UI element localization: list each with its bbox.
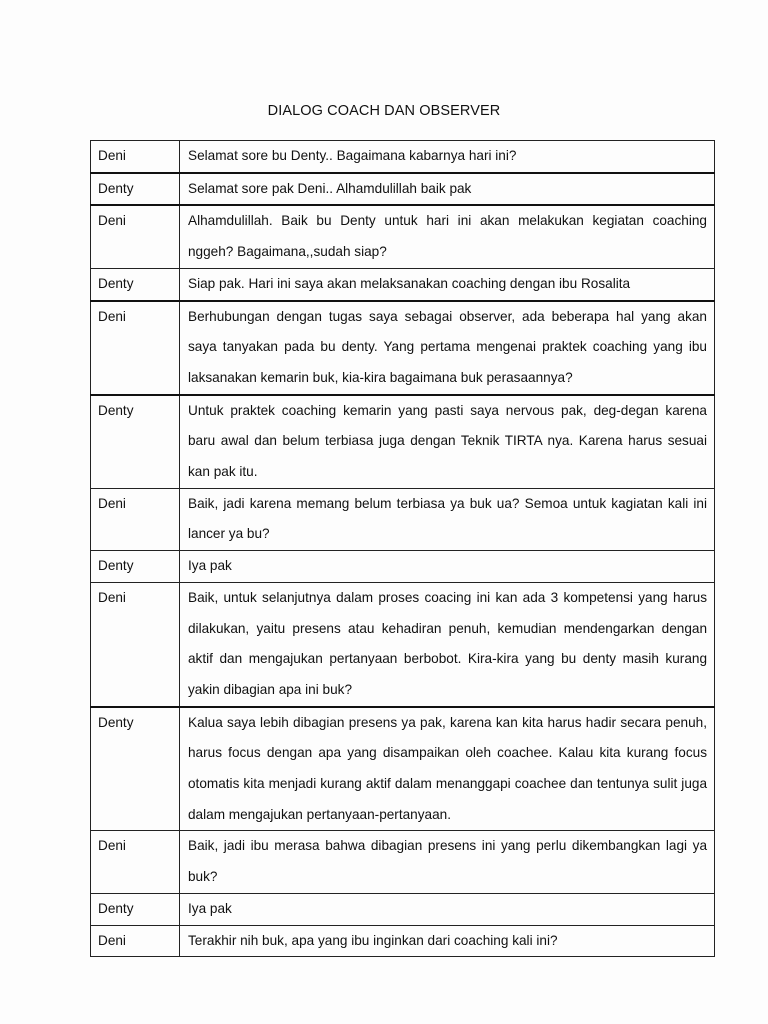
utterance-cell: Iya pak xyxy=(180,551,715,583)
dialog-row xyxy=(91,551,715,583)
dialog-row xyxy=(91,831,715,893)
utterance-cell: Untuk praktek coaching kemarin yang pasti saya nervous pak, deg-degan karena baru awal dan belum terbiasa juga dengan Teknik TIRTA nya. Karena harus sesuai kan pak itu. xyxy=(180,395,715,489)
dialog-row xyxy=(91,893,715,925)
utterance-cell: Selamat sore pak Deni.. Alhamdulillah baik pak xyxy=(180,173,715,206)
dialog-row xyxy=(91,173,715,206)
dialog-row xyxy=(91,582,715,706)
utterance-cell: Siap pak. Hari ini saya akan melaksanakan coaching dengan ibu Rosalita xyxy=(180,268,715,300)
speaker-cell: Denty xyxy=(91,707,180,831)
utterance-cell: Selamat sore bu Denty.. Bagaimana kabarnya hari ini? xyxy=(180,141,715,173)
utterance-cell: Alhamdulillah. Baik bu Denty untuk hari ini akan melakukan kegiatan coaching nggeh? Bagaimana,,sudah siap? xyxy=(180,205,715,268)
dialog-row xyxy=(91,205,715,268)
speaker-cell: Deni xyxy=(91,205,180,268)
dialog-row xyxy=(91,301,715,395)
speaker-cell: Denty xyxy=(91,893,180,925)
document-title: DIALOG COACH DAN OBSERVER xyxy=(267,103,501,119)
dialog-row xyxy=(91,707,715,831)
speaker-cell: Deni xyxy=(91,488,180,550)
speaker-cell: Deni xyxy=(91,141,180,173)
speaker-cell: Deni xyxy=(91,925,180,957)
utterance-cell: Iya pak xyxy=(180,893,715,925)
dialog-table xyxy=(90,140,715,957)
speaker-cell: Denty xyxy=(91,395,180,489)
utterance-cell: Kalua saya lebih dibagian presens ya pak, karena kan kita harus hadir secara penuh, harus focus dengan apa yang disampaikan oleh coachee. Kalau kita kurang focus otomatis kita menjadi kurang aktif dalam menanggapi coachee dan tentunya sulit juga dalam mengajukan pertanyaan-pertanyaan. xyxy=(180,707,715,831)
speaker-cell: Denty xyxy=(91,268,180,300)
speaker-cell: Deni xyxy=(91,582,180,706)
dialog-row xyxy=(91,395,715,489)
dialog-row xyxy=(91,141,715,173)
utterance-cell: Berhubungan dengan tugas saya sebagai observer, ada beberapa hal yang akan saya tanyakan pada bu denty. Yang pertama mengenai praktek coaching yang ibu laksanakan kemarin buk, kia-kira bagaimana buk perasaannya? xyxy=(180,301,715,395)
utterance-cell: Terakhir nih buk, apa yang ibu inginkan dari coaching kali ini? xyxy=(180,925,715,957)
dialog-row xyxy=(91,488,715,550)
dialog-row xyxy=(91,925,715,957)
speaker-cell: Denty xyxy=(91,551,180,583)
speaker-cell: Denty xyxy=(91,173,180,206)
speaker-cell: Deni xyxy=(91,831,180,893)
utterance-cell: Baik, jadi ibu merasa bahwa dibagian presens ini yang perlu dikembangkan lagi ya buk? xyxy=(180,831,715,893)
utterance-cell: Baik, jadi karena memang belum terbiasa ya buk ua? Semoa untuk kagiatan kali ini lancer ya bu? xyxy=(180,488,715,550)
speaker-cell: Deni xyxy=(91,301,180,395)
utterance-cell: Baik, untuk selanjutnya dalam proses coacing ini kan ada 3 kompetensi yang harus dilakukan, yaitu presens atau kehadiran penuh, kemudian mendengarkan dengan aktif dan mengajukan pertanyaan berbobot. Kira-kira yang bu denty masih kurang yakin dibagian apa ini buk? xyxy=(180,582,715,706)
dialog-row xyxy=(91,268,715,300)
